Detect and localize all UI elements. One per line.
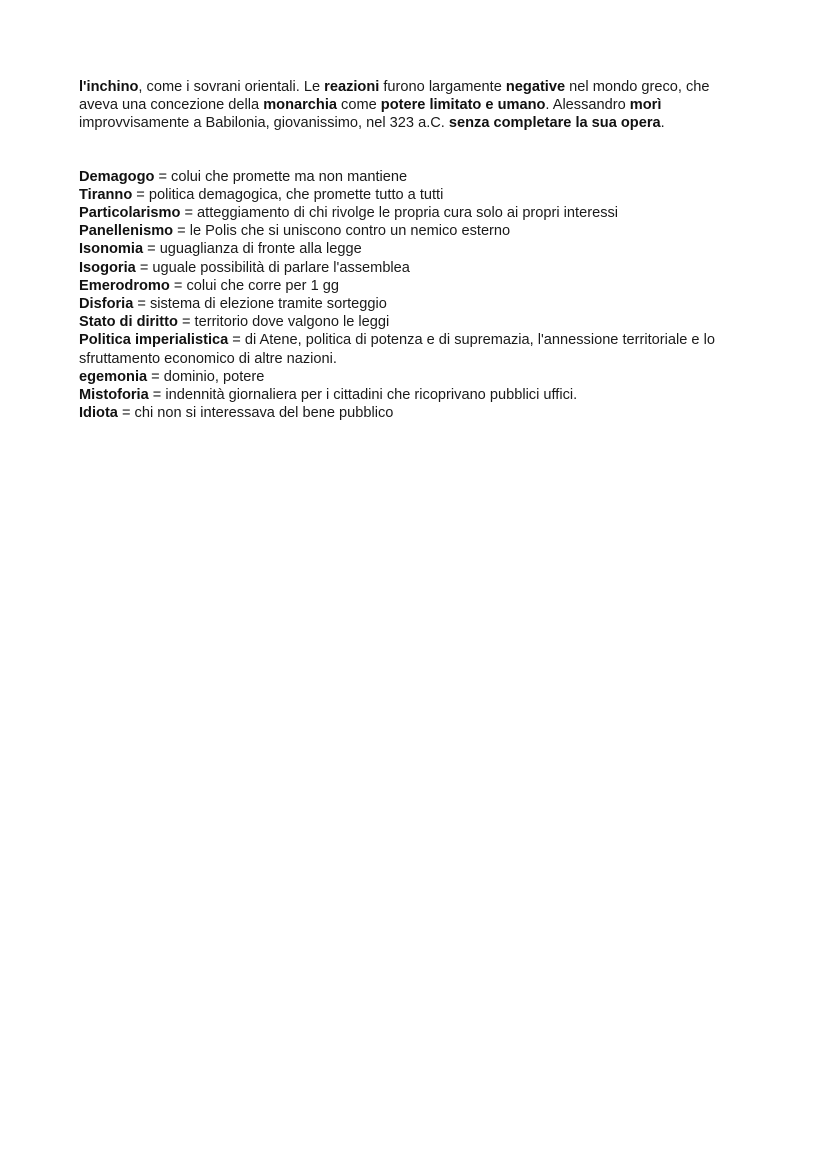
glossary-definition: = le Polis che si uniscono contro un nemico esterno <box>173 223 511 240</box>
glossary-term: Emerodromo <box>79 277 170 294</box>
glossary-definition: = uguaglianza di fronte alla legge <box>143 241 362 258</box>
glossary-entry <box>79 404 755 422</box>
glossary-entry <box>79 240 755 258</box>
glossary-term: Stato di diritto <box>79 314 178 331</box>
glossary-definition: = territorio dove valgono le leggi <box>177 314 390 331</box>
glossary-definition: = sistema di elezione tramite sorteggio <box>133 296 387 313</box>
paragraph-line-3 <box>79 114 755 132</box>
glossary-term: Mistoforia <box>79 387 149 404</box>
glossary-entry <box>79 295 755 313</box>
glossary-term: Demagogo <box>79 168 155 185</box>
glossary-definition: = dominio, potere <box>147 368 265 385</box>
glossary-definition: = indennità giornaliera per i cittadini che ricoprivano pubblici uffici. <box>148 387 578 404</box>
text-run: . <box>660 115 665 132</box>
glossary-term: Idiota <box>79 405 118 422</box>
text-run: nel mondo greco, che <box>565 79 710 95</box>
page-content <box>79 78 755 422</box>
text-run: furono largamente <box>379 79 506 95</box>
glossary-term: Particolarismo <box>79 205 181 222</box>
glossary-definition: = chi non si interessava del bene pubblico <box>117 405 394 422</box>
glossary-term: Isonomia <box>79 241 144 258</box>
glossary-entry <box>79 204 755 222</box>
text-bold: l'inchino <box>79 79 139 95</box>
glossary-term: Disforia <box>79 296 134 313</box>
glossary-term: Panellenismo <box>79 223 174 240</box>
text-bold: potere limitato e umano <box>380 97 546 114</box>
text-bold: negative <box>505 79 566 95</box>
glossary-definition: = colui che promette ma non mantiene <box>154 168 408 185</box>
glossary-entry <box>79 277 755 295</box>
paragraph-line-1 <box>79 78 755 96</box>
text-bold: monarchia <box>263 97 337 114</box>
glossary-term: Tiranno <box>79 186 133 203</box>
glossary-definition: = di Atene, politica di potenza e di supremazia, l'annessione territoriale e lo sfruttamento economico di altre nazioni. <box>79 332 715 367</box>
glossary-definition: = colui che corre per 1 gg <box>169 277 339 294</box>
glossary-entry <box>79 368 755 386</box>
glossary-entry <box>79 259 755 277</box>
text-bold: morì <box>629 97 662 114</box>
text-run: come <box>337 97 381 114</box>
glossary-entry <box>79 313 755 331</box>
glossary-term: Isogoria <box>79 259 136 276</box>
glossary-entry <box>79 186 755 204</box>
glossary-definition: = politica demagogica, che promette tutto a tutti <box>132 186 444 203</box>
glossary-term: Politica imperialistica <box>79 332 229 349</box>
intro-paragraph <box>79 78 755 133</box>
glossary-definition: = uguale possibilità di parlare l'assemblea <box>135 259 410 276</box>
text-run: improvvisamente a Babilonia, giovanissimo, nel 323 a.C. <box>79 115 449 132</box>
glossary-entry <box>79 331 755 367</box>
glossary-term: egemonia <box>79 368 148 385</box>
text-bold: senza completare la sua opera <box>448 115 661 132</box>
text-run: , come i sovrani orientali. Le <box>138 79 325 95</box>
text-run: aveva una concezione della <box>79 97 264 114</box>
glossary-list <box>79 168 755 423</box>
text-run: . Alessandro <box>545 97 630 114</box>
glossary-entry <box>79 222 755 240</box>
glossary-entry <box>79 386 755 404</box>
paragraph-line-2 <box>79 96 755 114</box>
glossary-definition: = atteggiamento di chi rivolge le propria cura solo ai propri interessi <box>180 205 619 222</box>
text-bold: reazioni <box>324 79 380 95</box>
glossary-entry <box>79 168 755 186</box>
